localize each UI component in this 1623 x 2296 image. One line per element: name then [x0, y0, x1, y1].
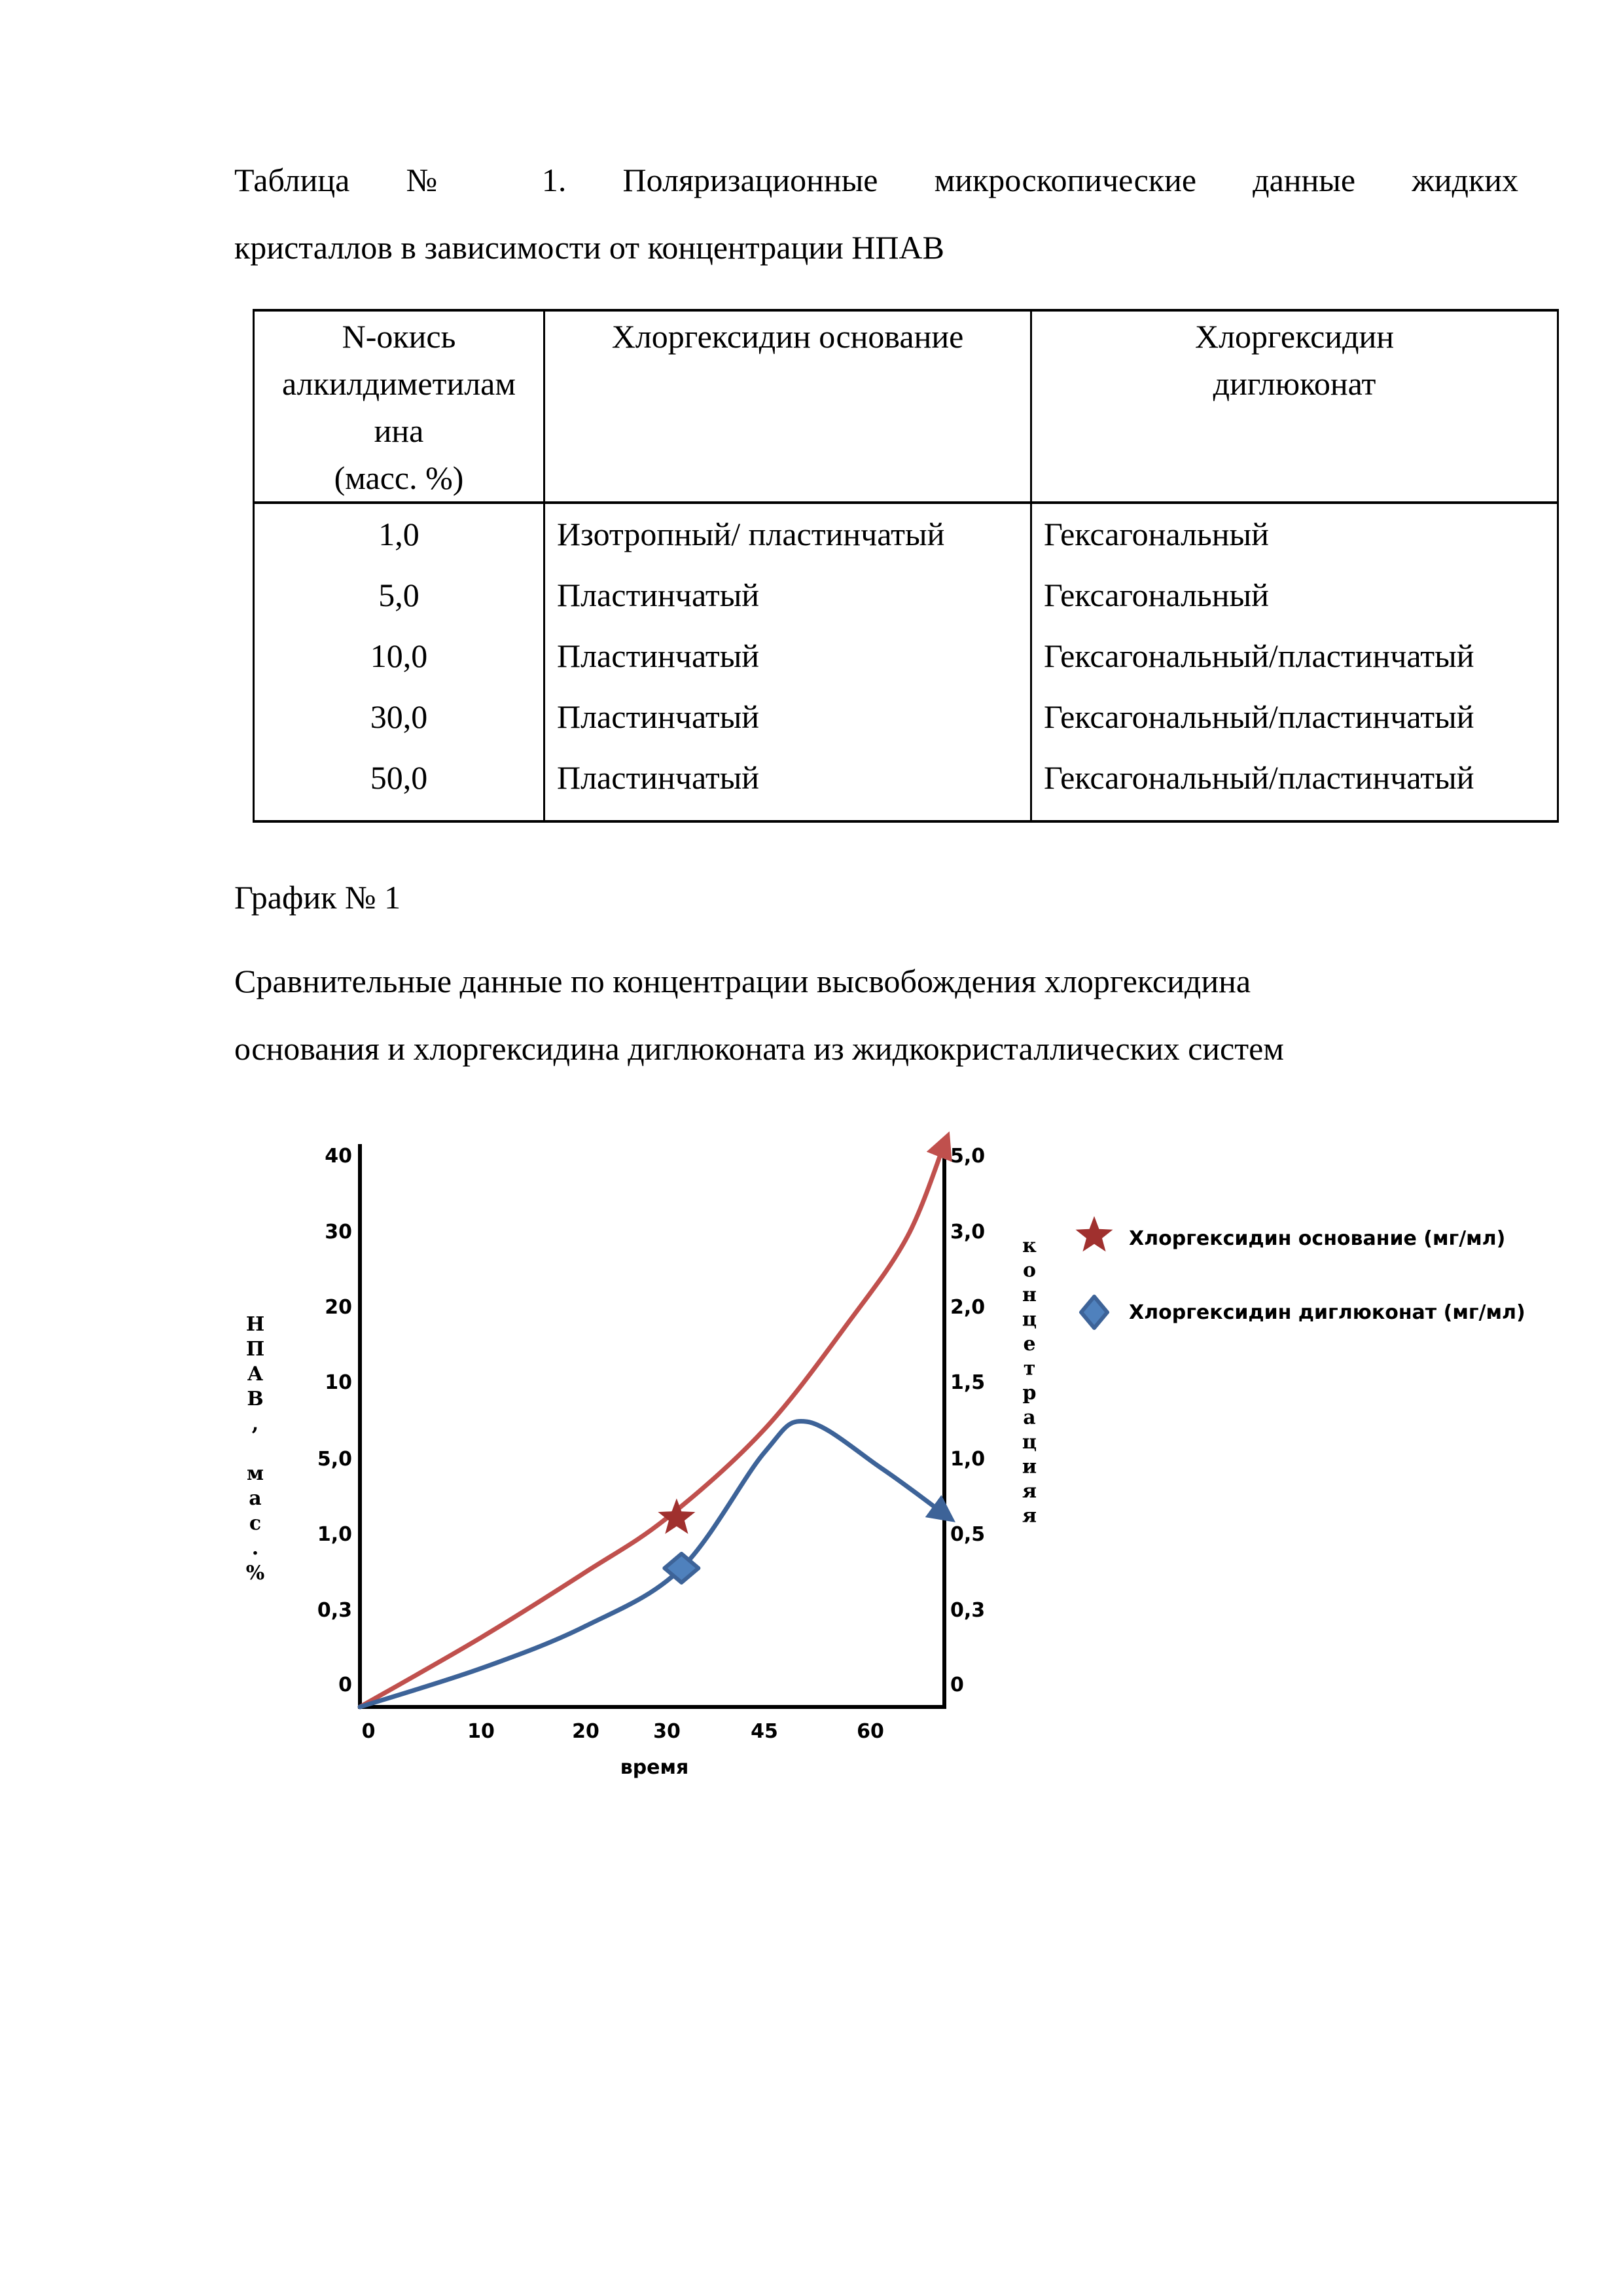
- x-tick-label: 45: [751, 1720, 778, 1743]
- cell-concentration: 10,0: [254, 626, 544, 687]
- cell-chx-base: Пластинчатый: [544, 626, 1031, 687]
- x-tick-label: 0: [361, 1720, 376, 1743]
- cell-concentration: 1,0: [254, 503, 544, 565]
- series-line: [360, 1421, 944, 1707]
- series-line: [360, 1144, 944, 1707]
- cell-chx-base: Пластинчатый: [544, 565, 1031, 626]
- y-left-tick-label: 0: [338, 1674, 352, 1696]
- y-right-tick-label: 3,0: [950, 1221, 986, 1244]
- graph-title: График № 1: [234, 879, 401, 916]
- table-row: [254, 503, 1558, 565]
- y-right-tick-label: 1,5: [950, 1371, 986, 1394]
- y-right-axis-title-char: о: [1022, 1259, 1037, 1282]
- y-left-tick-label: 10: [325, 1371, 352, 1394]
- legend-diamond-icon: [1081, 1297, 1107, 1328]
- header-surfactant-line: (масс. %): [334, 459, 464, 496]
- table-row: [254, 747, 1558, 821]
- table-caption-line-2: кристаллов в зависимости от концентрации НПАВ: [234, 229, 944, 266]
- legend-label: Хлоргексидин диглюконат (мг/мл): [1129, 1301, 1525, 1324]
- y-right-tick-label: 5,0: [950, 1145, 986, 1168]
- y-right-axis-title-char: ц: [1022, 1308, 1037, 1331]
- table-row: [254, 626, 1558, 687]
- table-caption-line-1: Таблица № 1. Поляризационные микроскопические данные жидких: [234, 162, 1518, 198]
- legend-item: [1081, 1297, 1525, 1328]
- y-left-tick-label: 20: [325, 1296, 352, 1319]
- cell-chx-digluconate: Гексагональный/пластинчатый: [1031, 626, 1558, 687]
- header-chx-base-line: Хлоргексидин основание: [611, 318, 964, 355]
- y-left-tick-label: 5,0: [317, 1448, 352, 1471]
- y-left-tick-label: 40: [325, 1145, 352, 1168]
- table-row: [254, 687, 1558, 747]
- table-row: [254, 565, 1558, 626]
- header-surfactant-line: N-окись: [342, 318, 456, 355]
- y-right-axis-title-char: я: [1022, 1504, 1037, 1528]
- y-right-tick-label: 0,3: [950, 1599, 986, 1622]
- y-left-axis-title-char: А: [247, 1363, 264, 1386]
- cell-chx-digluconate: Гексагональный: [1031, 503, 1558, 565]
- table-header-row: [254, 310, 1558, 503]
- y-left-tick-label: 1,0: [317, 1523, 352, 1546]
- cell-chx-digluconate: Гексагональный: [1031, 565, 1558, 626]
- cell-concentration: 50,0: [254, 747, 544, 821]
- cell-chx-digluconate: Гексагональный/пластинчатый: [1031, 747, 1558, 821]
- header-surfactant-line: алкилдиметилам: [281, 365, 516, 402]
- x-axis-title: время: [620, 1756, 689, 1779]
- y-right-axis-title-char: я: [1022, 1480, 1037, 1503]
- y-right-axis-title-char: р: [1022, 1382, 1037, 1405]
- header-surfactant-line: ина: [374, 412, 424, 449]
- y-left-axis-title-char: м: [246, 1462, 264, 1485]
- y-left-axis-title-char: ,: [251, 1412, 259, 1435]
- cell-concentration: 30,0: [254, 687, 544, 747]
- y-right-axis-title-char: а: [1023, 1406, 1036, 1429]
- series-chx-base: [360, 1144, 944, 1707]
- cell-chx-base: Пластинчатый: [544, 747, 1031, 821]
- header-surfactant: [254, 310, 544, 503]
- y-right-axis-title-char: к: [1022, 1234, 1037, 1257]
- x-tick-label: 10: [467, 1720, 495, 1743]
- header-chx-digluconate-line: Хлоргексидин: [1194, 318, 1395, 355]
- release-chart: [0, 1113, 1623, 1800]
- y-right-axis-title-char: е: [1023, 1333, 1036, 1355]
- x-tick-label: 60: [857, 1720, 884, 1743]
- y-right-axis-title-char: ц: [1022, 1431, 1037, 1454]
- lc-table: [253, 309, 1559, 823]
- y-right-axis-title-char: и: [1022, 1455, 1037, 1479]
- header-chx-digluconate-line: диглюконат: [1213, 365, 1376, 402]
- y-left-tick-label: 0,3: [317, 1599, 352, 1622]
- header-chx-digluconate: [1031, 310, 1558, 503]
- y-left-axis-title-char: В: [247, 1388, 264, 1410]
- cell-concentration: 5,0: [254, 565, 544, 626]
- legend-star-icon: [1076, 1216, 1113, 1251]
- graph-description-line-2: основания и хлоргексидина диглюконата из жидкокристаллических систем: [234, 1030, 1284, 1067]
- y-right-tick-label: 0: [950, 1674, 964, 1696]
- y-right-axis-title-char: н: [1022, 1283, 1037, 1306]
- legend-item: [1076, 1216, 1506, 1251]
- y-left-axis-title-char: .: [251, 1537, 259, 1560]
- graph-description-line-1: Сравнительные данные по концентрации высвобождения хлоргексидина: [234, 963, 1251, 999]
- y-right-tick-label: 2,0: [950, 1296, 986, 1319]
- cell-chx-digluconate: Гексагональный/пластинчатый: [1031, 687, 1558, 747]
- y-right-tick-label: 1,0: [950, 1448, 986, 1471]
- y-left-axis-title-char: П: [245, 1338, 265, 1361]
- legend-label: Хлоргексидин основание (мг/мл): [1129, 1227, 1506, 1250]
- y-left-axis-title-char: с: [249, 1512, 262, 1535]
- y-right-tick-label: 0,5: [950, 1523, 986, 1546]
- header-chx-base: [544, 310, 1031, 503]
- star-marker: [658, 1498, 695, 1534]
- y-left-tick-label: 30: [325, 1221, 352, 1244]
- cell-chx-base: Пластинчатый: [544, 687, 1031, 747]
- cell-chx-base: Изотропный/ пластинчатый: [544, 503, 1031, 565]
- y-left-axis-title-char: Н: [245, 1313, 265, 1336]
- y-left-axis-title-char: а: [249, 1487, 262, 1510]
- y-right-axis-title-char: т: [1023, 1357, 1036, 1380]
- x-tick-label: 30: [653, 1720, 681, 1743]
- y-left-axis-title-char: %: [245, 1562, 265, 1585]
- x-tick-label: 20: [572, 1720, 599, 1743]
- series-chx-digluconate: [360, 1421, 944, 1707]
